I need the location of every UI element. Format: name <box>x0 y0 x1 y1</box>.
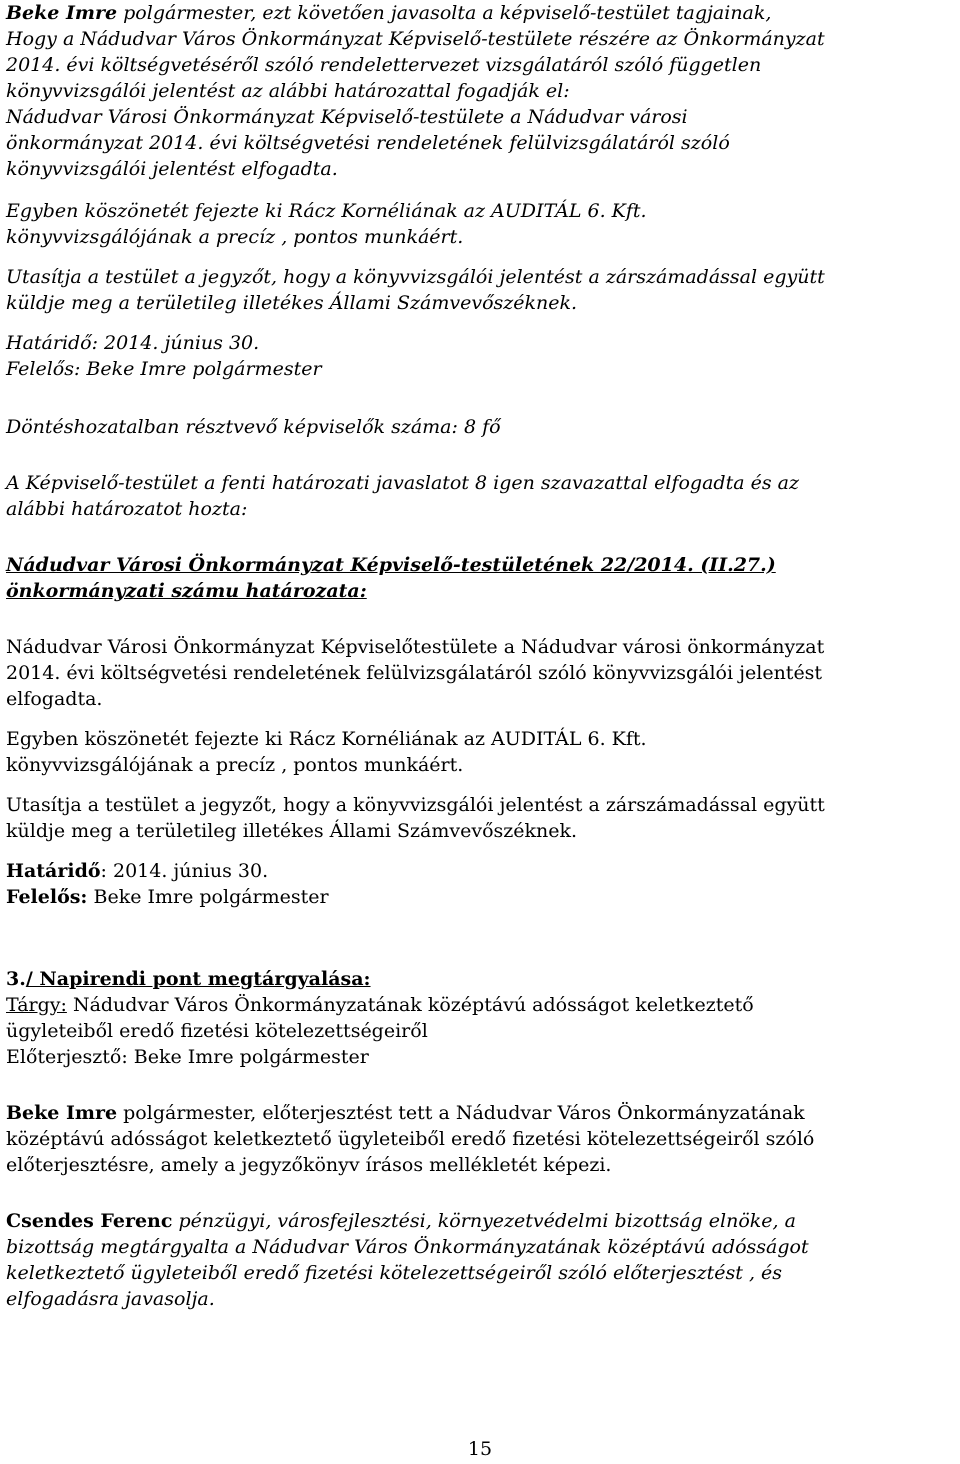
resolution-line-1: Nádudvar Városi Önkormányzat Képviselőtestülete a Nádudvar városi önkormányzat <box>6 636 825 658</box>
agenda-presenter: Előterjesztő: Beke Imre polgármester <box>6 1046 369 1068</box>
vote-participants: Döntéshozatalban résztvevő képviselők száma: 8 fő <box>6 416 501 438</box>
agenda-heading <box>6 966 371 992</box>
resolution-title-1: Nádudvar Városi Önkormányzat Képviselő-testületének 22/2014. (II.27.) <box>6 554 776 576</box>
motion-deadline: Határidő: 2014. június 30. <box>6 332 260 354</box>
motion-line-2: Hogy a Nádudvar Város Önkormányzat Képviselő-testülete részére az Önkormányzat <box>6 28 825 50</box>
motion-line-8: Egyben köszönetét fejezte ki Rácz Kornéliának az AUDITÁL 6. Kft. <box>6 200 647 222</box>
csendes-line-4: elfogadásra javasolja. <box>6 1288 215 1310</box>
responsible-label: Felelős: <box>6 886 88 908</box>
resolution-line-6: Utasítja a testület a jegyzőt, hogy a könyvvizsgálói jelentést a zárszámadással együtt <box>6 794 825 816</box>
resolution-line-2: 2014. évi költségvetési rendeletének felülvizsgálatáról szóló könyvvizsgálói jelentést <box>6 662 823 684</box>
beke-line-3: előterjesztésre, amely a jegyzőkönyv írásos mellékletét képezi. <box>6 1154 612 1176</box>
agenda-number: 3. <box>6 968 26 990</box>
resolution-line-5: könyvvizsgálójának a precíz , pontos munkáért. <box>6 754 464 776</box>
motion-line-6: önkormányzat 2014. évi költségvetési rendeletének felülvizsgálatáról szóló <box>6 132 730 154</box>
resolution-line-7: küldje meg a területileg illetékes Állami Számvevőszéknek. <box>6 820 578 842</box>
motion-responsible: Felelős: Beke Imre polgármester <box>6 358 322 380</box>
deadline-label: Határidő <box>6 860 101 882</box>
csendes-line-2: bizottság megtárgyalta a Nádudvar Város Önkormányzatának középtávú adósságot <box>6 1236 809 1258</box>
resolution-line-3: elfogadta. <box>6 688 103 710</box>
resolution-deadline <box>6 858 268 884</box>
motion-line-10: Utasítja a testület a jegyzőt, hogy a könyvvizsgálói jelentést a zárszámadással együtt <box>6 266 825 288</box>
csendes-line-3: keletkeztető ügyleteiből eredő fizetési kötelezettségeiről szóló előterjesztést , és <box>6 1262 783 1284</box>
motion-text: polgármester, ezt követően javasolta a képviselő-testület tagjainak, <box>117 2 772 24</box>
motion-line-3: 2014. évi költségvetéséről szóló rendelettervezet vizsgálatáról szóló független <box>6 54 762 76</box>
resolution-line-4: Egyben köszönetét fejezte ki Rácz Kornéliának az AUDITÁL 6. Kft. <box>6 728 647 750</box>
csendes-text: pénzügyi, városfejlesztési, környezetvédelmi bizottság elnöke, a <box>172 1210 796 1232</box>
page-number: 15 <box>467 1438 493 1460</box>
motion-line-11: küldje meg a területileg illetékes Állami Számvevőszéknek. <box>6 292 578 314</box>
responsible-value: Beke Imre polgármester <box>87 886 329 908</box>
agenda-subject-2: ügyleteiből eredő fizetési kötelezettségeiről <box>6 1020 428 1042</box>
beke-text: polgármester, előterjesztést tett a Nádudvar Város Önkormányzatának <box>117 1102 805 1124</box>
deadline-value: : 2014. június 30. <box>100 860 269 882</box>
subject-text: Nádudvar Város Önkormányzatának középtávú adósságot keletkeztető <box>66 994 754 1016</box>
motion-line-4: könyvvizsgálói jelentést az alábbi határozattal fogadják el: <box>6 80 570 102</box>
motion-line-5: Nádudvar Városi Önkormányzat Képviselő-testülete a Nádudvar városi <box>6 106 688 128</box>
motion-line-7: könyvvizsgálói jelentést elfogadta. <box>6 158 338 180</box>
motion-line-1 <box>6 0 771 26</box>
speaker-name: Csendes Ferenc <box>6 1210 173 1232</box>
vote-line-2: alábbi határozatot hozta: <box>6 498 248 520</box>
agenda-title: / Napirendi pont megtárgyalása: <box>25 968 371 990</box>
subject-label: Tárgy: <box>6 994 67 1016</box>
speaker-name: Beke Imre <box>6 1102 118 1124</box>
beke-line-1 <box>6 1100 805 1126</box>
csendes-line-1 <box>6 1208 796 1234</box>
agenda-subject-1 <box>6 992 754 1018</box>
beke-line-2: középtávú adósságot keletkeztető ügyleteiből eredő fizetési kötelezettségeiről szóló <box>6 1128 815 1150</box>
speaker-name: Beke Imre <box>6 2 118 24</box>
resolution-title-2: önkormányzati számu határozata: <box>6 580 367 602</box>
resolution-responsible <box>6 884 329 910</box>
motion-line-9: könyvvizsgálójának a precíz , pontos munkáért. <box>6 226 464 248</box>
vote-line-1: A Képviselő-testület a fenti határozati javaslatot 8 igen szavazattal elfogadta és az <box>6 472 799 494</box>
